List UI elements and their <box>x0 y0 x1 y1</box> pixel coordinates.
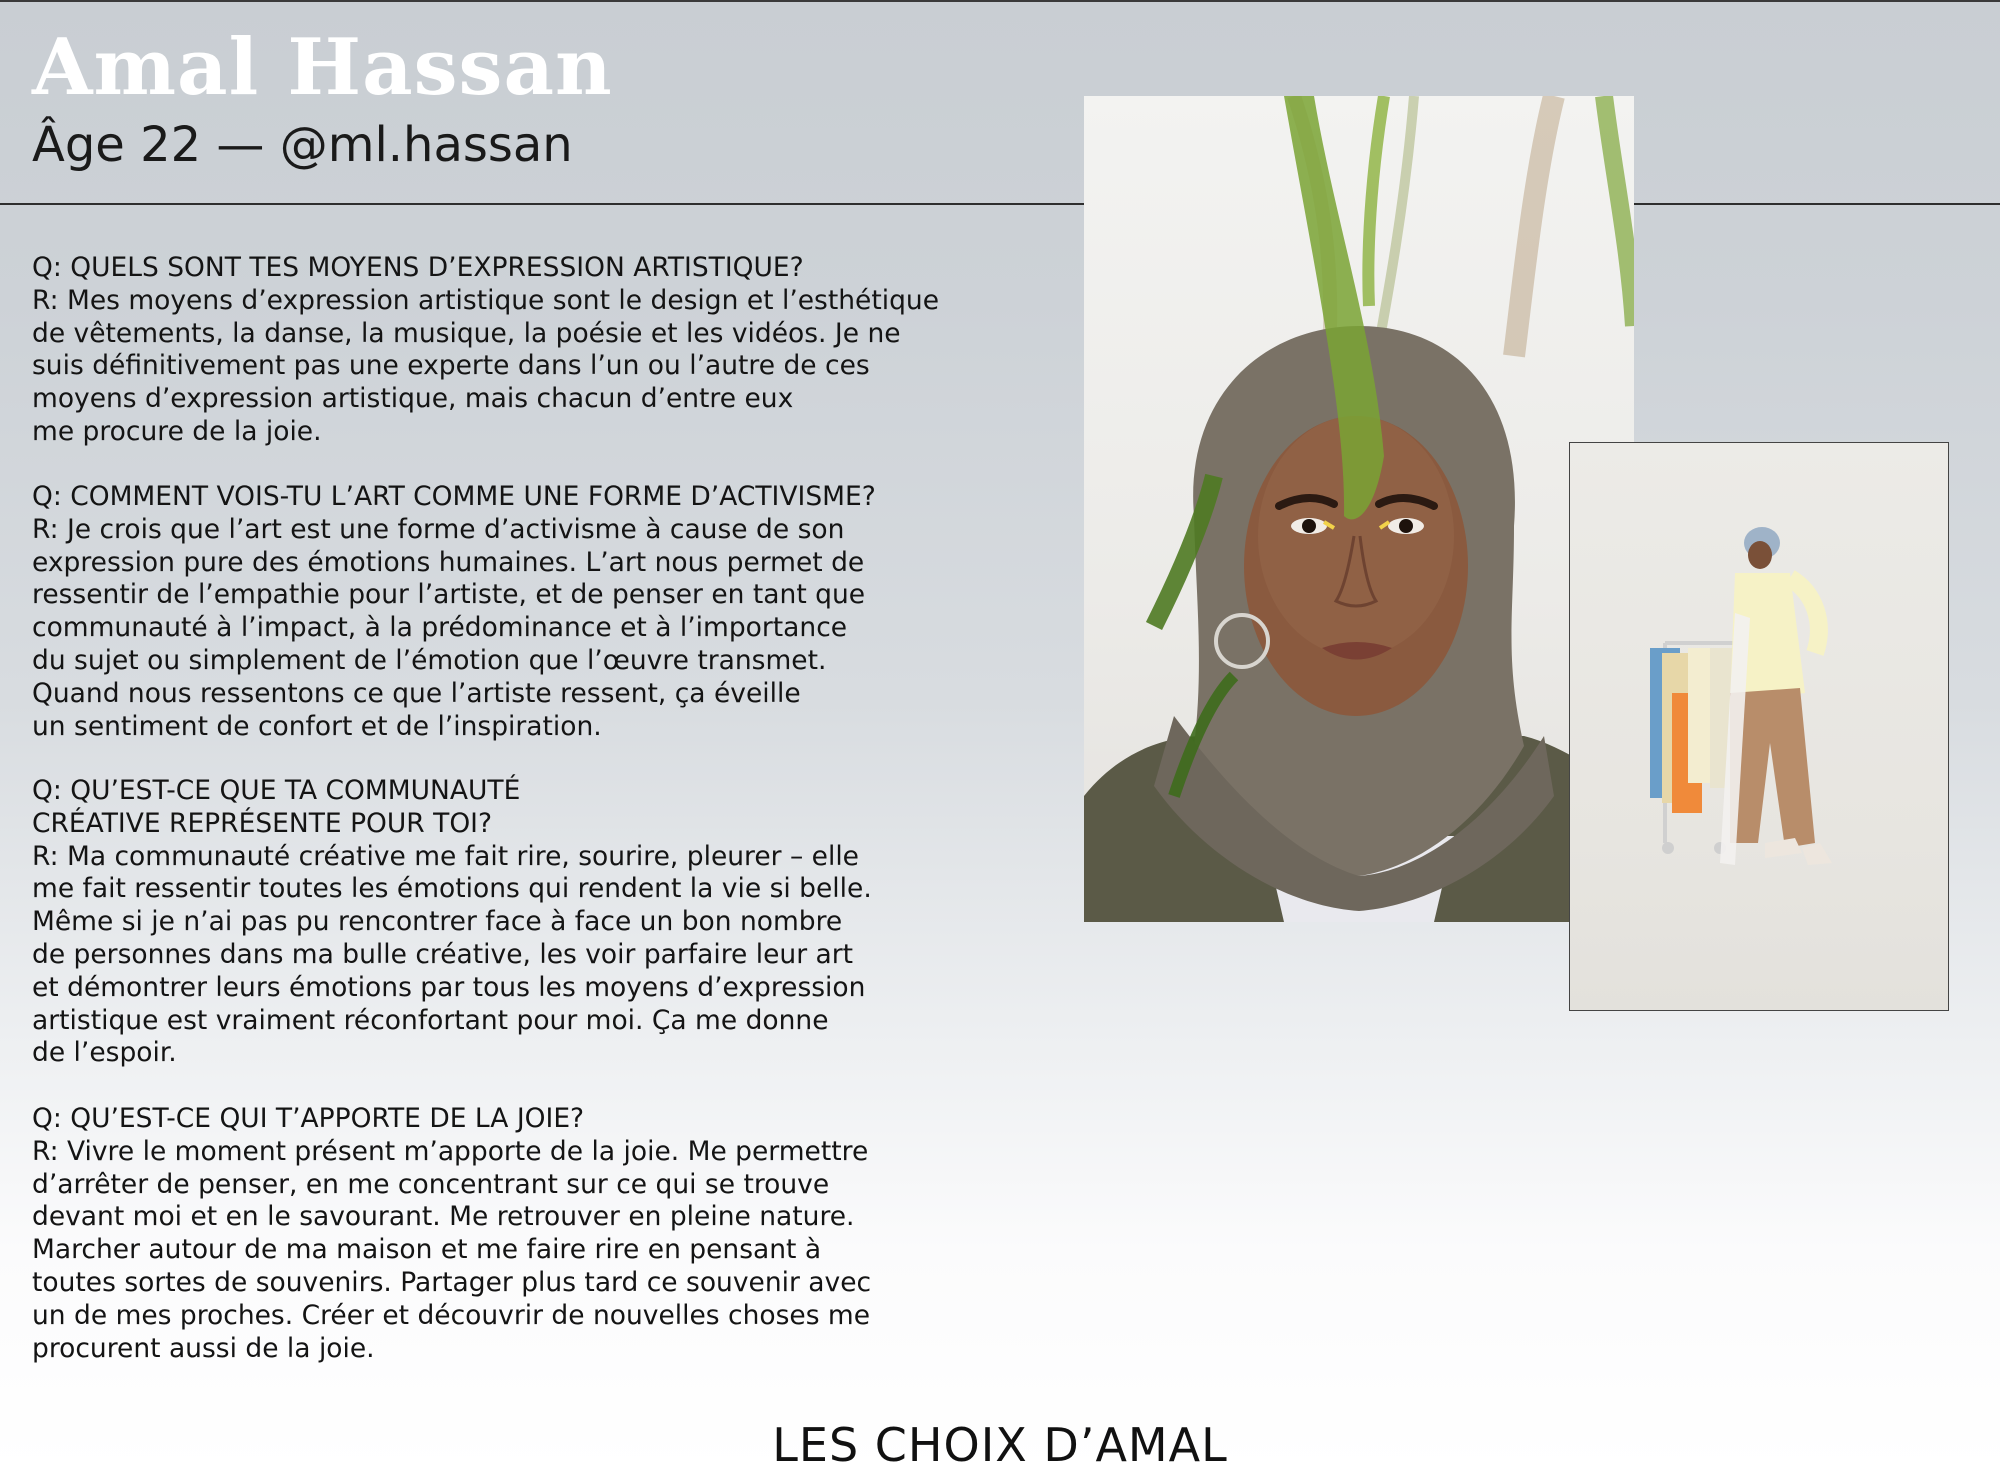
footer-title: LES CHOIX D’AMAL <box>772 1418 1228 1472</box>
qa-block-art-activism <box>32 481 1032 743</box>
question: Q: COMMENT VOIS-TU L’ART COMME UNE FORME D’ACTIVISME? <box>32 481 876 512</box>
top-border <box>0 0 2000 2</box>
answer: R: Vivre le moment présent m’apporte de la joie. Me permettre d’arrêter de penser, en me concentrant sur ce qui se trouve devant moi et en le savourant. Me retrouver en pleine nature. Marcher autour de ma maison et me faire rire en pensant à toutes sortes de souvenirs. Partager plus tard ce souvenir avec un de mes proches. Créer et découvrir de nouvelles choses me procurent aussi de la joie. <box>32 1135 872 1364</box>
header-divider <box>0 203 2000 205</box>
fullbody-photo <box>1569 442 1949 1011</box>
question: Q: QUELS SONT TES MOYENS D’EXPRESSION ARTISTIQUE? <box>32 252 804 283</box>
portrait-photo <box>1084 96 1634 922</box>
qa-block-creative-community <box>32 775 1032 1070</box>
profile-subtitle: Âge 22 — @ml.hassan <box>32 117 573 173</box>
qa-block-joy <box>32 1103 1032 1365</box>
answer: R: Ma communauté créative me fait rire, sourire, pleurer – elle me fait ressentir toutes les émotions qui rendent la vie si belle. Même si je n’ai pas pu rencontrer face à face un bon nombre de personnes dans ma bulle créative, les voir parfaire leur art et démontrer leurs émotions par tous les moyens d’expression artistique est vraiment réconfortant pour moi. Ça me donne de l’espoir. <box>32 840 872 1069</box>
answer: R: Je crois que l’art est une forme d’activisme à cause de son expression pure des émotions humaines. L’art nous permet de ressentir de l’empathie pour l’artiste, et de penser en tant que communauté à l’impact, à la prédominance et à l’importance du sujet ou simplement de l’émotion que l’œuvre transmet. Quand nous ressentons ce que l’artiste ressent, ça éveille un sentiment de confort et de l’inspiration. <box>32 513 866 742</box>
answer: R: Mes moyens d’expression artistique sont le design et l’esthétique de vêtements, la danse, la musique, la poésie et les vidéos. Je ne suis définitivement pas une experte dans l’un ou l’autre de ces moyens d’expression artistique, mais chacun d’entre eux me procure de la joie. <box>32 284 940 447</box>
profile-name: Amal Hassan <box>32 22 613 113</box>
portrait-illustration <box>1084 96 1634 922</box>
question: Q: QU’EST-CE QUE TA COMMUNAUTÉ CRÉATIVE REPRÉSENTE POUR TOI? <box>32 775 521 839</box>
fullbody-illustration <box>1570 443 1947 1009</box>
question: Q: QU’EST-CE QUI T’APPORTE DE LA JOIE? <box>32 1103 585 1134</box>
qa-block-artistic-expression <box>32 252 1032 449</box>
